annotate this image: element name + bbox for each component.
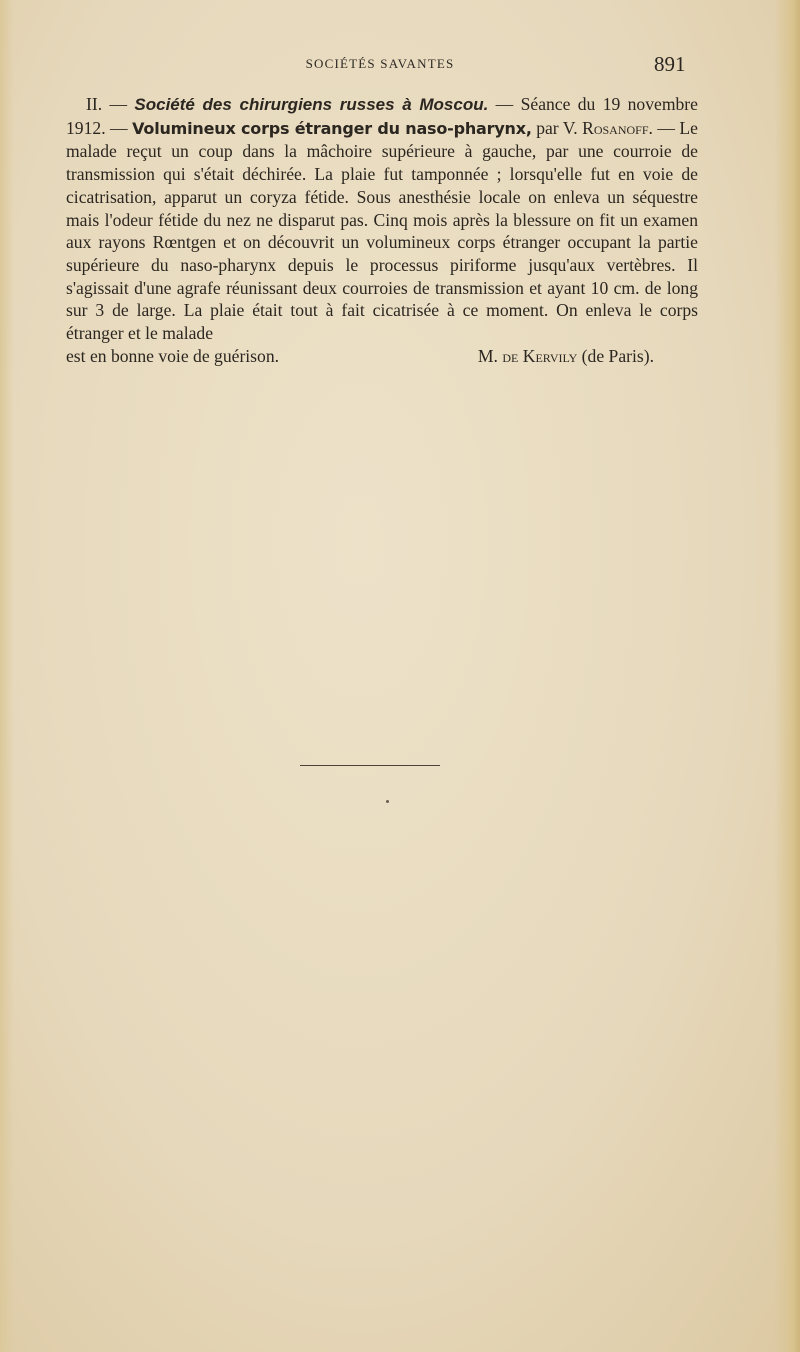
article-title: Volumineux corps étranger du naso-pharynx,	[132, 118, 532, 138]
session-date: — Séance du 19 novembre 1912. —	[66, 94, 698, 138]
last-line: est en bonne voie de guérison.	[66, 345, 280, 366]
signature-prefix: M.	[477, 345, 503, 366]
signature-place: (de Paris).	[577, 345, 654, 366]
section-divider	[300, 765, 440, 766]
author-name: Rosanoff	[582, 117, 649, 138]
article-text: . — Le malade reçut un coup dans la mâchoire supérieure à gauche, par une courroie de transmission qui s'était déchirée. La plaie fut tamponnée ; lorsqu'elle fut en voie de cicatrisation, apparut un coryza fétide. Sous anesthésie locale on enleva un séquestre mais l'odeur fétide du nez ne disparut pas. Cinq mois après la blessure on fit un examen aux rayons Rœntgen et on découvrit un volumineux corps étranger occupant la partie supérieure du naso-pharynx depuis le processus piriforme jusqu'aux vertèbres. Il s'agissait d'une agrafe réunissant deux courroies de transmission et ayant 10 cm. de long sur 3 de large. La plaie était tout à fait cicatrisée à ce moment. On enleva le corps étranger et le malade	[66, 117, 698, 344]
page-number: 891	[654, 52, 686, 76]
signature	[478, 345, 654, 368]
print-speck	[386, 800, 389, 803]
article-body	[66, 93, 698, 367]
signature-name: Kervily	[518, 345, 578, 366]
article-paragraph	[66, 93, 698, 345]
article-label: II. —	[86, 94, 135, 114]
page-edge-left	[0, 0, 14, 1352]
running-header: SOCIÉTÉS SAVANTES	[305, 56, 455, 71]
signature-line	[66, 345, 698, 368]
signature-particle: de	[502, 345, 519, 366]
society-name: Société des chirurgiens russes à Moscou.	[134, 95, 489, 114]
author-prefix: par V.	[531, 117, 583, 138]
page-edge-right	[774, 0, 800, 1352]
